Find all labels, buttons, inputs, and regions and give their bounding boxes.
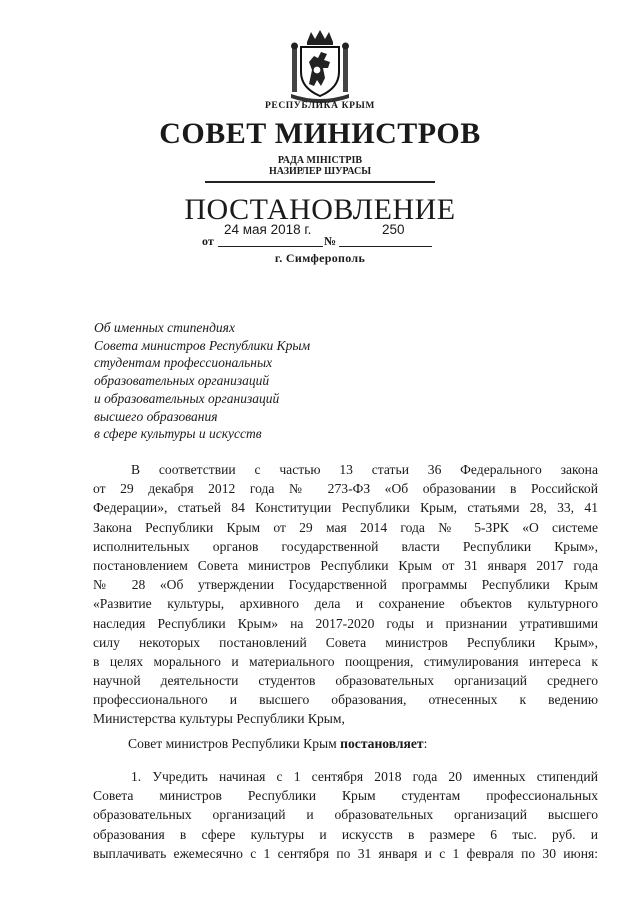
clause-line: образования в сфере культуры и искусств в размере 6 тыс. руб. и [93,826,598,842]
subject-line: образовательных организаций [94,373,270,389]
preamble-line: наследия Республики Крым» на 2017-2020 годы и признании утратившими [93,615,598,631]
clause-line: выплачивать ежемесячно с 1 сентября по 31 января и с 1 февраля по 30 июня: [93,845,598,861]
republic-name: РЕСПУБЛИКА КРЫМ [265,101,375,111]
preamble-line: силу некоторых постановлений Совета министров Республики Крым», [93,634,598,650]
resolve-statement [128,736,427,752]
preamble-line: постановлением Совета министров Республики Крым от 31 января 2017 года [93,557,598,573]
preamble-line: от 29 декабря 2012 года № 273-ФЗ «Об образовании в Российской [93,481,598,497]
subject-line: Совета министров Республики Крым [94,337,311,353]
preamble-line: Федерации», статьей 84 Конституции Республики Крым, статьями 28, 33, 41 [93,500,598,516]
preamble-line: № 28 «Об утверждении Государственной программы Республики Крым [93,577,598,593]
preamble-line: научной деятельности студентов образовательных организаций среднего [93,673,598,689]
subject-line: студентам профессиональных [94,355,273,371]
clause-line: Совета министров Республики Крым студентам профессиональных [93,788,598,804]
date-number-row [202,234,442,250]
city: г. Симферополь [274,251,366,265]
clause-line: образовательных организаций и образовательных организаций высшего [93,807,598,823]
preamble-line: исполнительных органов государственной власти Республики Крым», [93,538,598,554]
resolve-prefix: Совет министров Республики Крым [128,736,341,751]
number-label: № [324,234,337,248]
number-underline [339,246,432,247]
council-title: СОВЕТ МИНИСТРОВ [159,117,481,150]
resolve-suffix: : [423,736,428,751]
preamble-line: в целях морального и материального поощрения, стимулирования интереса к [93,653,598,669]
header-divider [205,181,435,183]
council-title-crimean-tatar: НАЗИРЛЕР ШУРАСЫ [268,166,372,177]
decree-number: 250 [382,222,405,237]
decree-subject [94,319,414,443]
clause-line: 1. Учредить начиная с 1 сентября 2018 года 20 именных стипендий [131,769,598,784]
preamble-line: В соответствии с частью 13 статьи 36 Федерального закона [131,462,598,477]
preamble-line: Министерства культуры Республики Крым, [93,711,345,727]
decree-title: ПОСТАНОВЛЕНИЕ [184,193,456,226]
subject-line: и образовательных организаций [94,390,280,406]
preamble-paragraph [93,460,598,729]
council-title-ukrainian: РАДА МІНІСТРІВ [277,155,363,166]
date-underline [218,246,323,247]
resolve-keyword: постановляет [340,736,424,751]
subject-line: высшего образования [94,408,218,424]
decree-date: 24 мая 2018 г. [224,222,312,237]
crimea-coat-of-arms-icon [287,28,353,104]
preamble-line: «Развитие культуры, архивного дела и сохранение объектов культурного [93,596,598,612]
clause-1-paragraph [93,767,598,863]
preamble-line: Закона Республики Крым от 29 мая 2014 года № 5-ЗРК «О системе [93,519,598,535]
subject-line: Об именных стипендиях [94,320,235,335]
subject-line: в сфере культуры и искусств [94,426,262,442]
preamble-line: профессионального и высшего образования, отнесенных к ведению [93,692,598,708]
from-label: от [202,234,214,248]
